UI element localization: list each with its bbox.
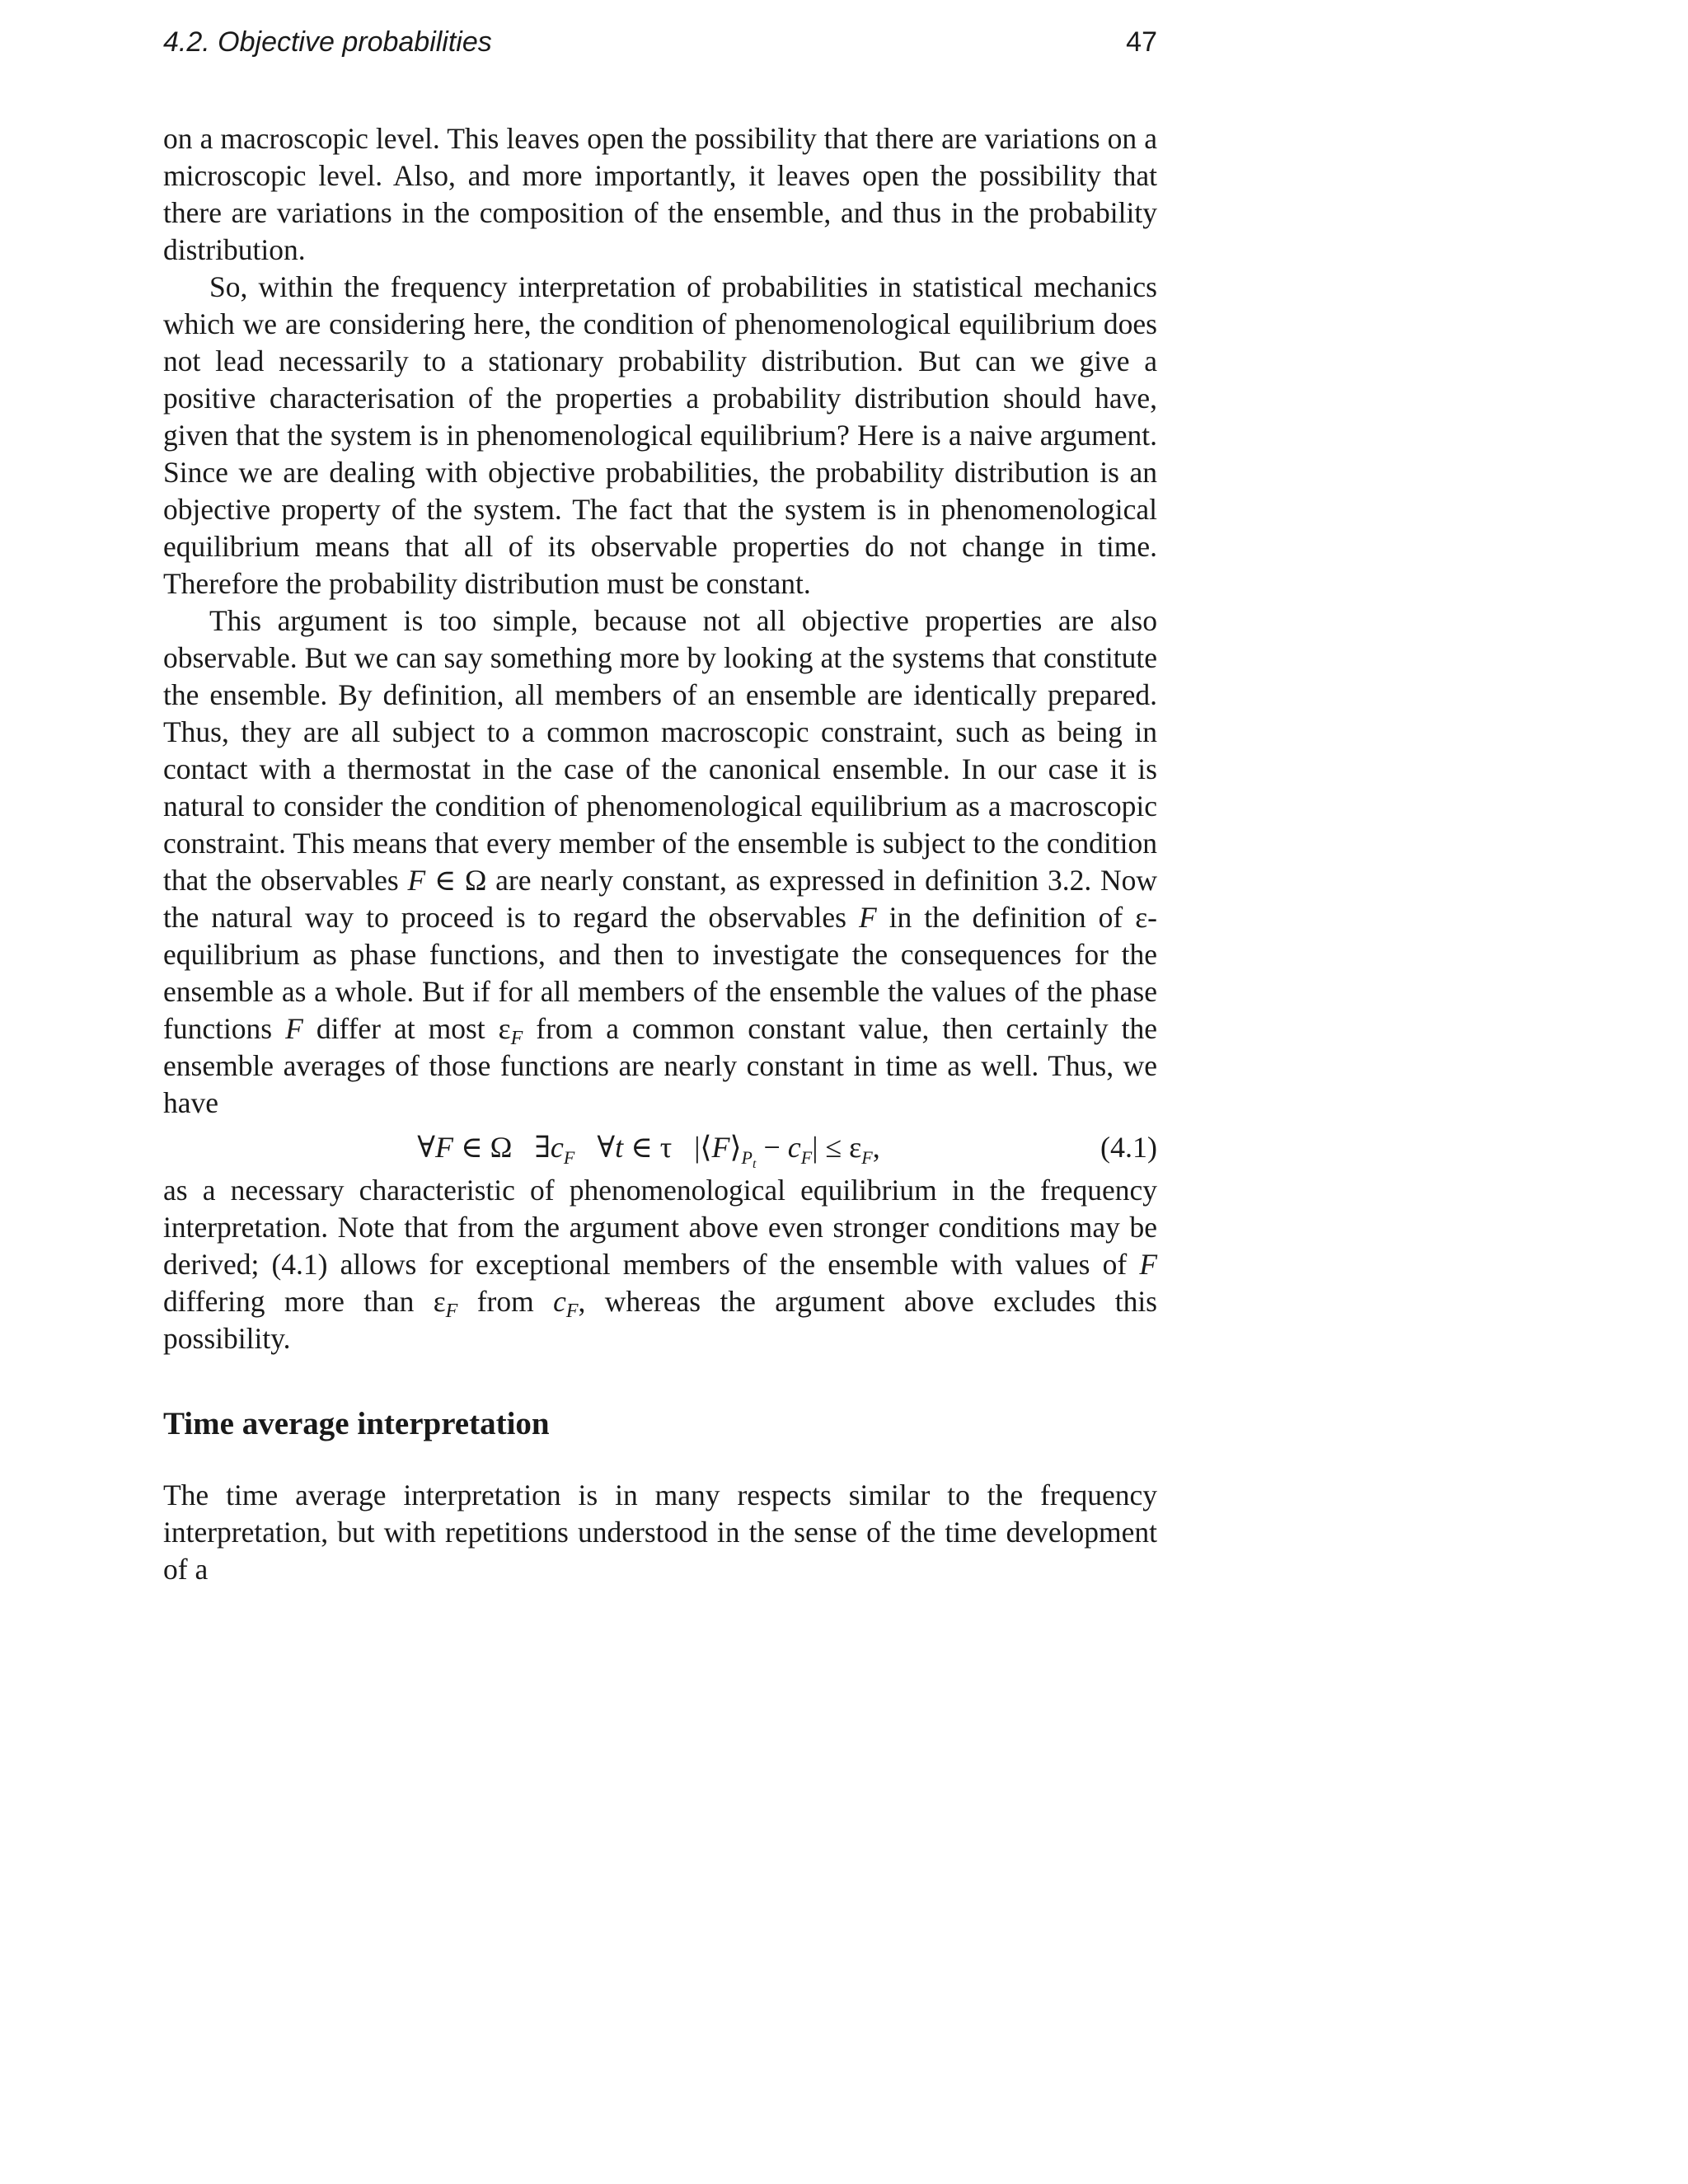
paragraph-3-text-4: differ at most ε bbox=[302, 1012, 511, 1045]
paragraph-3-text-1: This argument is too simple, because not all objective properties are also observable. But we can say something more by looking at the systems that constitute the ensemble. By definition, all members of an ensemble are identically prepared. Thus, they are all subject to a common macroscopic constraint, such as being in contact with a thermostat in the case of the canonical ensemble. In our case it is natural to consider the condition of phenomenological equilibrium as a macroscopic constraint. This means that every member of the ensemble is subject to the condition that the observables bbox=[163, 604, 1157, 897]
page-number: 47 bbox=[1126, 26, 1157, 58]
eq-leq-eps: | ≤ ε bbox=[812, 1131, 862, 1164]
paragraph-1: on a macroscopic level. This leaves open the possibility that there are variations on a microscopic level. Also, and more importantly, it leaves open the possibility that there are variations in the composition of the ensemble, and thus in the probability distribution. bbox=[163, 122, 1157, 266]
eq-c2-subscript: F bbox=[800, 1147, 813, 1168]
equation-4-1 bbox=[163, 1125, 1157, 1169]
paragraph-4-text-1: as a necessary characteristic of phenomenological equilibrium in the frequency interpretation. Note that from the argument above even stronger conditions may be derived; (4.1) allows for exceptional members of the ensemble with values of bbox=[163, 1174, 1157, 1281]
variable-F: F bbox=[285, 1012, 303, 1045]
eq-minus: − bbox=[756, 1131, 788, 1164]
equation-number: (4.1) bbox=[1100, 1131, 1157, 1164]
paragraph-3-text-3: in the definition of ε-equilibrium as phase functions, and then to investigate the consequences for the ensemble as a whole. But if for all members of the ensemble the values of the phase functions bbox=[163, 901, 1157, 1045]
eq-forall-t: ∀ bbox=[574, 1131, 616, 1164]
paragraph-4-text-2: differing more than ε bbox=[163, 1285, 446, 1318]
eq-F2: F bbox=[711, 1131, 730, 1164]
eq-in-omega: ∈ Ω ∃ bbox=[452, 1131, 551, 1164]
eq-P-sub-t: t bbox=[752, 1157, 757, 1171]
eq-P-subscript bbox=[741, 1147, 757, 1171]
paragraph-4-text-3: from bbox=[457, 1285, 554, 1318]
eq-forall: ∀ bbox=[417, 1131, 435, 1164]
running-head-section-title: 4.2. Objective probabilities bbox=[163, 26, 492, 58]
variable-c: c bbox=[553, 1285, 566, 1318]
subscript-F: F bbox=[565, 1301, 579, 1322]
running-head bbox=[163, 21, 1157, 63]
eq-rangle: ⟩ bbox=[729, 1131, 742, 1164]
variable-F: F bbox=[1139, 1248, 1157, 1281]
equation-body bbox=[163, 1125, 1157, 1169]
paragraph-3-text-5: from a common constant value, then certainly the ensemble averages of those functions are nearly constant in time as well. Thus, we have bbox=[163, 1012, 1157, 1119]
subscript-F: F bbox=[445, 1301, 458, 1322]
variable-F: F bbox=[407, 864, 426, 897]
paragraph-2: So, within the frequency interpretation of probabilities in statistical mechanics which we are considering here, the condition of phenomenological equilibrium does not lead necessarily to a stationary probability distribution. But can we give a positive characterisation of the properties a probability distribution should have, given that the system is in phenomenological equilibrium? Here is a naive argument. Since we are dealing with objective probabilities, the probability distribution is an objective property of the system. The fact that the system is in phenomenological equilibrium means that all of its observable properties do not change in time. Therefore the probability distribution must be constant. bbox=[163, 270, 1157, 600]
eq-F: F bbox=[434, 1131, 453, 1164]
eq-eps-subscript: F bbox=[861, 1147, 873, 1168]
eq-c2: c bbox=[787, 1131, 801, 1164]
eq-c-subscript: F bbox=[563, 1147, 575, 1168]
paragraph-3 bbox=[163, 602, 1157, 1122]
eq-comma: , bbox=[872, 1131, 880, 1164]
section-heading: Time average interpretation bbox=[163, 1406, 550, 1441]
paragraph-5: The time average interpretation is in many respects similar to the frequency interpretation, but with repetitions understood in the sense of the time development of a bbox=[163, 1479, 1157, 1586]
eq-c: c bbox=[550, 1131, 564, 1164]
variable-F: F bbox=[858, 901, 877, 934]
paragraph-4 bbox=[163, 1172, 1157, 1357]
eq-t: t bbox=[615, 1131, 624, 1164]
body-text bbox=[163, 120, 1157, 1588]
paragraph-3-text-2: ∈ Ω are nearly constant, as expressed in definition 3.2. Now the natural way to proceed is to regard the observables bbox=[163, 864, 1157, 934]
eq-in-tau: ∈ τ |⟨ bbox=[623, 1131, 712, 1164]
subscript-F: F bbox=[510, 1028, 523, 1049]
eq-P: P bbox=[741, 1147, 753, 1168]
paragraph-4-text-4: , whereas the argument above excludes this possibility. bbox=[163, 1285, 1157, 1355]
